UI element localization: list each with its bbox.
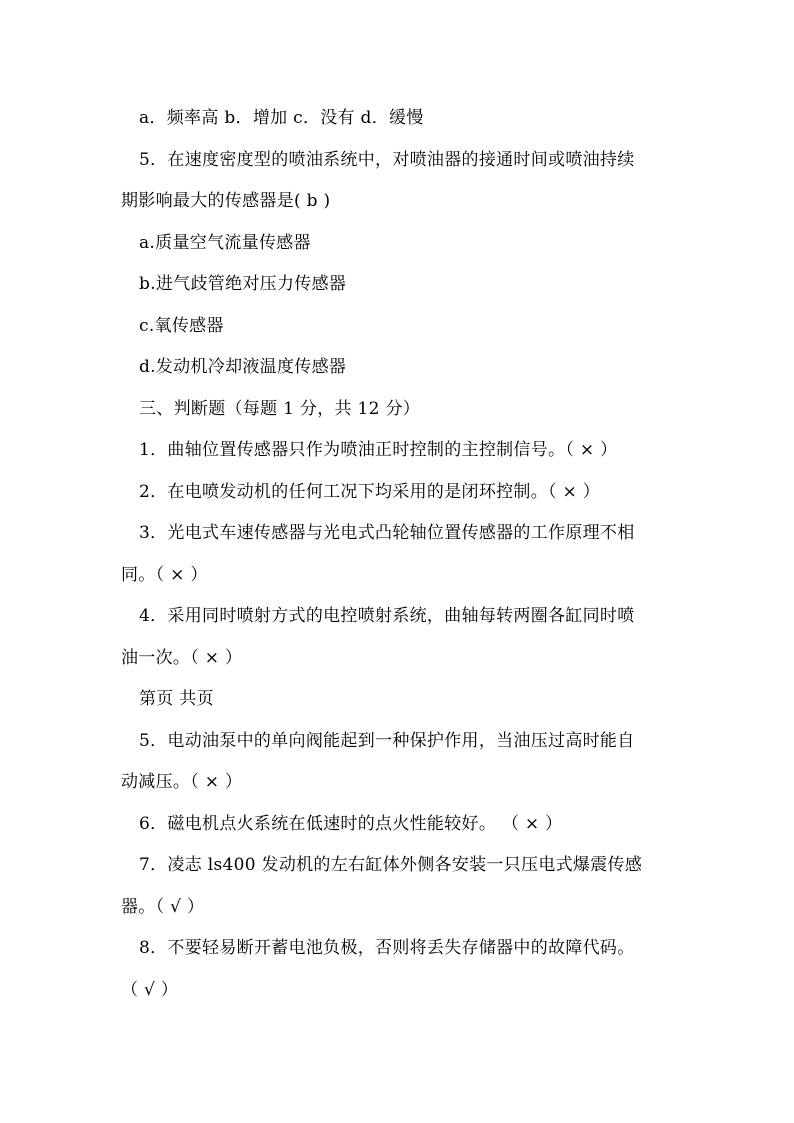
options-line-q4: a．频率高 b．增加 c．没有 d．缓慢: [139, 108, 424, 128]
judge-item-8: 8．不要轻易断开蓄电池负极，否则将丢失存储器中的故障代码。: [139, 938, 635, 958]
question-5-text-cont: 期影响最大的传感器是( b ): [121, 191, 331, 211]
judge-item-3: 3．光电式车速传感器与光电式凸轮轴位置传感器的工作原理不相: [139, 523, 635, 543]
judge-item-4: 4．采用同时喷射方式的电控喷射系统，曲轴每转两圈各缸同时喷: [139, 606, 635, 626]
judge-item-4-cont: 油一次。（ × ）: [121, 648, 243, 668]
page-footer: 第页 共页: [139, 689, 214, 709]
judge-item-3-cont: 同。（ × ）: [121, 565, 208, 585]
judge-item-5-cont: 动减压。（ × ）: [121, 772, 243, 792]
option-a: a.质量空气流量传感器: [139, 233, 311, 253]
question-5-text: 5．在速度密度型的喷油系统中，对喷油器的接通时间或喷油持续: [139, 150, 635, 170]
option-d: d.发动机冷却液温度传感器: [139, 357, 347, 377]
judge-item-1: 1．曲轴位置传感器只作为喷油正时控制的主控制信号。（ × ）: [139, 440, 618, 460]
judge-item-6: 6．磁电机点火系统在低速时的点火性能较好。 （ × ）: [139, 814, 563, 834]
judge-item-2: 2．在电喷发动机的任何工况下均采用的是闭环控制。（ × ）: [139, 482, 601, 502]
judge-item-7: 7．凌志 ls400 发动机的左右缸体外侧各安装一只压电式爆震传感: [139, 855, 643, 875]
section-heading: 三、判断题（每题 1 分，共 12 分）: [139, 399, 421, 419]
option-b: b.进气歧管绝对压力传感器: [139, 274, 347, 294]
judge-item-7-cont: 器。（ √ ）: [121, 897, 205, 917]
judge-item-8-cont: （ √ ）: [121, 980, 179, 1000]
judge-item-5: 5．电动油泵中的单向阀能起到一种保护作用，当油压过高时能自: [139, 731, 635, 751]
option-c: c.氧传感器: [139, 316, 224, 336]
